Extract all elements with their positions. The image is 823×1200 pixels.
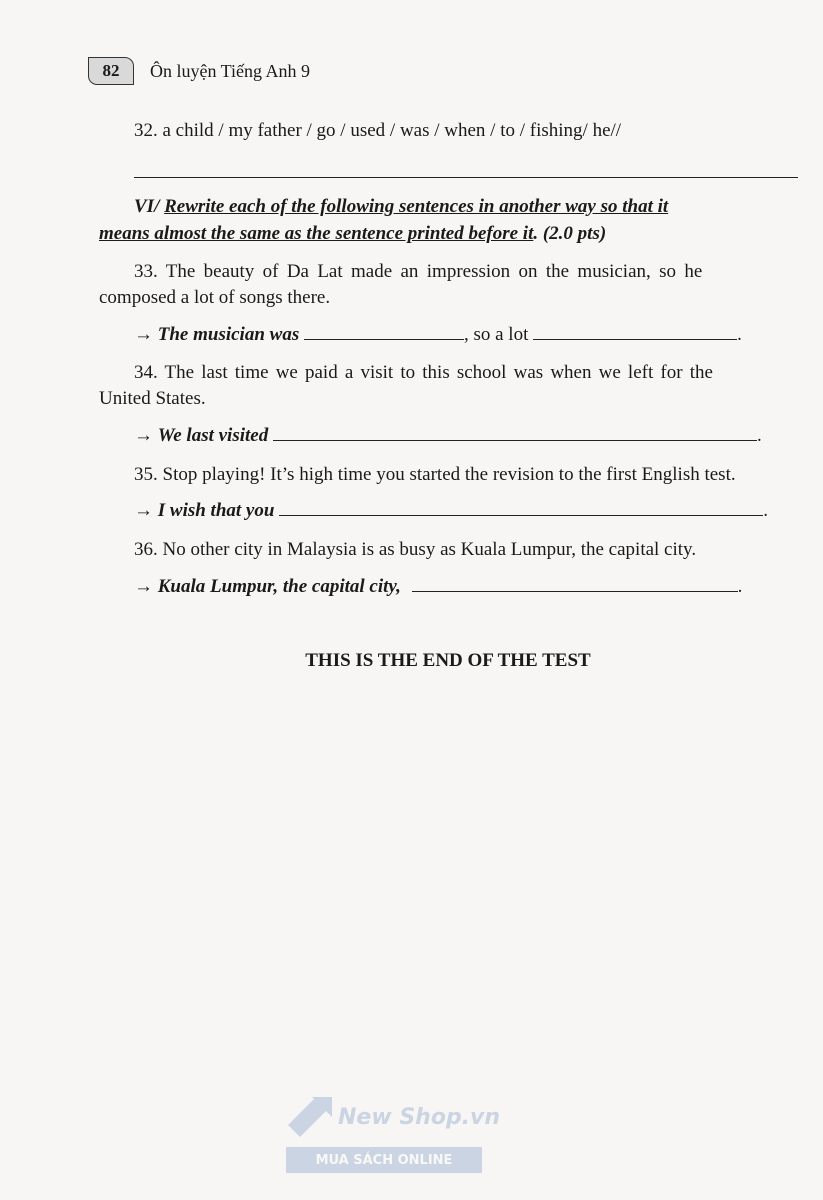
question-36-line1: 36. No other city in Malaysia is as busy as Kuala Lumpur, the capital city. bbox=[134, 539, 697, 560]
section-vi-instruction-1: Rewrite each of the following sentences in another way so that it bbox=[164, 196, 669, 217]
answer-35-prompt: I wish that you bbox=[157, 500, 275, 521]
answer-35-end: . bbox=[763, 500, 768, 521]
answer-35 bbox=[134, 500, 768, 522]
question-34-line1: 34. The last time we paid a visit to this school was when we left for the bbox=[134, 362, 713, 383]
question-33-line2: composed a lot of songs there. bbox=[99, 287, 331, 308]
question-35-line1: 35. Stop playing! It’s high time you started the revision to the first English test. bbox=[134, 464, 736, 485]
answer-34 bbox=[134, 425, 762, 447]
end-of-test-title: THIS IS THE END OF THE TEST bbox=[305, 650, 591, 671]
answer-33-blank-2[interactable] bbox=[533, 338, 737, 340]
question-34-line2: United States. bbox=[99, 388, 206, 409]
section-vi-heading-line2 bbox=[99, 223, 606, 245]
arrow-icon: → bbox=[134, 425, 153, 446]
question-32: 32. a child / my father / go / used / was / when / to / fishing/ he// bbox=[134, 120, 622, 141]
page-header bbox=[88, 57, 310, 85]
arrow-icon: → bbox=[134, 324, 153, 345]
watermark-brand: New Shop.vn bbox=[338, 1105, 501, 1130]
section-vi-prefix: VI/ bbox=[134, 196, 165, 217]
answer-34-end: . bbox=[756, 425, 762, 446]
watermark-logo bbox=[286, 1095, 501, 1168]
page-number-badge: 82 bbox=[88, 57, 134, 85]
answer-33-prompt: The musician was bbox=[157, 324, 300, 345]
answer-36-blank[interactable] bbox=[412, 590, 738, 592]
question-33-line1: 33. The beauty of Da Lat made an impression on the musician, so he bbox=[134, 261, 703, 282]
answer-36 bbox=[134, 576, 742, 598]
shop-arrow-icon bbox=[286, 1095, 334, 1141]
arrow-icon: → bbox=[134, 500, 153, 521]
answer-34-prompt: We last visited bbox=[157, 425, 269, 446]
answer-36-end: . bbox=[737, 576, 743, 597]
watermark-tagline: MUA SÁCH ONLINE bbox=[286, 1147, 482, 1173]
answer-35-blank[interactable] bbox=[279, 514, 763, 516]
section-vi-instruction-2: means almost the same as the sentence printed before it bbox=[99, 223, 534, 244]
answer-34-blank[interactable] bbox=[273, 439, 757, 441]
answer-33-end: . bbox=[737, 324, 742, 345]
arrow-icon: → bbox=[134, 576, 153, 597]
section-vi-points: . (2.0 pts) bbox=[533, 223, 607, 244]
answer-33-blank-1[interactable] bbox=[304, 338, 464, 340]
answer-33 bbox=[134, 324, 742, 346]
section-vi-heading-line1 bbox=[134, 196, 668, 218]
answer-line-32 bbox=[134, 177, 798, 178]
answer-36-prompt: Kuala Lumpur, the capital city, bbox=[157, 576, 401, 597]
answer-33-middle: , so a lot bbox=[463, 324, 529, 345]
book-title: Ôn luyện Tiếng Anh 9 bbox=[150, 60, 311, 81]
